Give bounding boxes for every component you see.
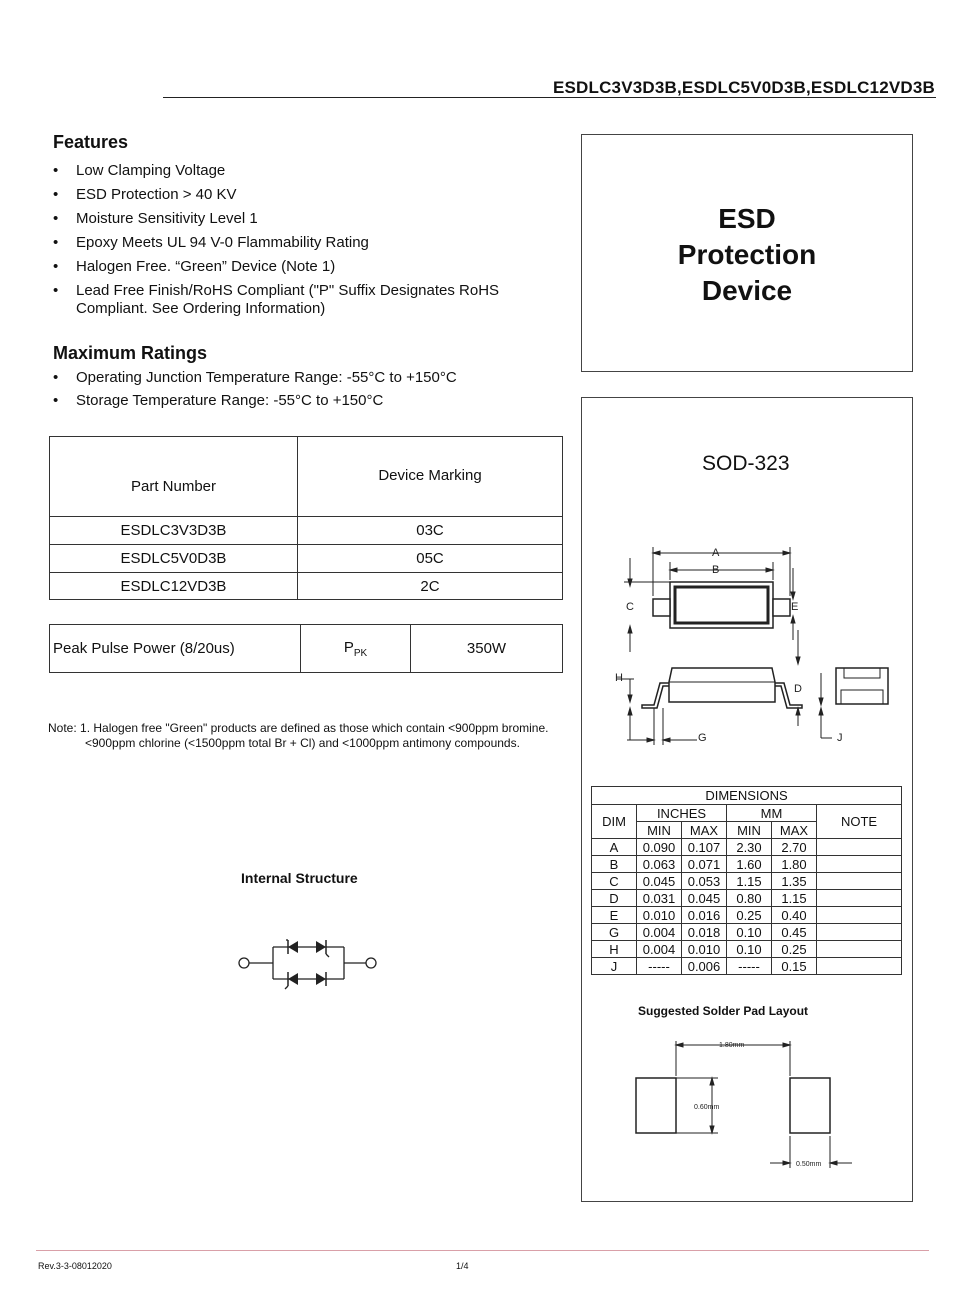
dim-value-cell: 0.15	[772, 958, 817, 975]
dimensions-title: DIMENSIONS	[592, 787, 902, 805]
rating-item: • Operating Junction Temperature Range: -55°C to +150°C	[53, 369, 553, 387]
col-dim: DIM	[592, 805, 637, 839]
dim-value-cell: 0.10	[727, 924, 772, 941]
feature-item: • Moisture Sensitivity Level 1	[53, 210, 543, 228]
features-list	[53, 162, 543, 324]
col-mm: MM	[727, 805, 817, 822]
dim-value-cell: -----	[727, 958, 772, 975]
dim-cell: E	[592, 907, 637, 924]
footer-divider	[36, 1250, 929, 1251]
rating-item: • Storage Temperature Range: -55°C to +150°C	[53, 392, 553, 410]
tvs-diode-icon	[316, 972, 326, 986]
dim-cell: D	[592, 890, 637, 907]
dim-value-cell: 1.80	[772, 856, 817, 873]
header-device-marking: Device Marking	[298, 437, 563, 517]
dim-value-cell: 0.031	[637, 890, 682, 907]
footer-page-number: 1/4	[456, 1261, 469, 1271]
dim-value-cell: 0.45	[772, 924, 817, 941]
solder-pad-title: Suggested Solder Pad Layout	[638, 1004, 809, 1018]
dim-label-e: E	[791, 601, 799, 613]
header-part-number: Part Number	[50, 437, 298, 517]
dim-value-cell: 0.25	[772, 941, 817, 958]
dim-label-c: C	[626, 601, 634, 613]
col-inches-min: MIN	[637, 822, 682, 839]
part-marking-table	[49, 436, 563, 600]
max-ratings-list	[53, 369, 553, 416]
max-ratings-heading: Maximum Ratings	[53, 343, 208, 363]
dim-value-cell: 2.70	[772, 839, 817, 856]
marking-cell: 05C	[298, 545, 563, 573]
table-row	[592, 941, 902, 958]
table-row	[50, 625, 563, 673]
dim-value-cell: 0.018	[682, 924, 727, 941]
power-symbol-cell	[301, 625, 411, 673]
dim-value-cell: 0.045	[682, 890, 727, 907]
dim-value-cell: 0.006	[682, 958, 727, 975]
table-row	[592, 839, 902, 856]
package-name: SOD-323	[702, 452, 790, 475]
table-row	[50, 545, 563, 573]
dim-note-cell	[817, 873, 902, 890]
dim-value-cell: 0.071	[682, 856, 727, 873]
dimensions-table	[591, 786, 902, 975]
dim-label-g: G	[698, 732, 707, 744]
dim-label-a: A	[712, 547, 720, 559]
dim-value-cell: 0.053	[682, 873, 727, 890]
col-inches: INCHES	[637, 805, 727, 822]
dim-cell: G	[592, 924, 637, 941]
dim-cell: B	[592, 856, 637, 873]
dim-value-cell: 0.25	[727, 907, 772, 924]
dim-cell: C	[592, 873, 637, 890]
pad-dim-width-small: 0.50mm	[796, 1161, 822, 1168]
feature-item: • Lead Free Finish/RoHS Compliant ("P" Suffix Designates RoHS Compliant. See Ordering Information)	[53, 282, 543, 318]
dim-value-cell: 0.004	[637, 941, 682, 958]
dim-value-cell: 0.045	[637, 873, 682, 890]
marking-cell: 03C	[298, 517, 563, 545]
dim-label-d: D	[794, 683, 802, 695]
solder-pad-left	[636, 1078, 676, 1133]
terminal-right	[366, 958, 376, 968]
dim-value-cell: 1.15	[727, 873, 772, 890]
dim-value-cell: -----	[637, 958, 682, 975]
part-number-cell: ESDLC3V3D3B	[50, 517, 298, 545]
dim-value-cell: 0.004	[637, 924, 682, 941]
esd-title-line-1: ESD	[718, 203, 776, 234]
dim-value-cell: 0.010	[682, 941, 727, 958]
part-number-cell: ESDLC5V0D3B	[50, 545, 298, 573]
esd-title	[582, 201, 912, 309]
internal-structure-schematic	[236, 935, 381, 990]
note-line-2: <900ppm chlorine (<1500ppm total Br + Cl) and <1000ppm antimony compounds.	[85, 736, 520, 750]
dim-value-cell: 0.107	[682, 839, 727, 856]
dim-value-cell: 0.010	[637, 907, 682, 924]
power-symbol: P	[343, 638, 354, 656]
dim-value-cell: 0.016	[682, 907, 727, 924]
col-mm-max: MAX	[772, 822, 817, 839]
table-row	[592, 924, 902, 941]
dim-note-cell	[817, 890, 902, 907]
dim-value-cell: 0.40	[772, 907, 817, 924]
dimensions-body	[592, 839, 902, 975]
features-heading: Features	[53, 132, 129, 152]
feature-item: • Low Clamping Voltage	[53, 162, 543, 180]
esd-title-box	[581, 134, 913, 372]
dim-cell: H	[592, 941, 637, 958]
table-row	[50, 573, 563, 600]
feature-item: • Epoxy Meets UL 94 V-0 Flammability Rating	[53, 234, 543, 252]
esd-title-line-2: Protection	[677, 239, 817, 270]
dim-label-j: J	[837, 732, 843, 744]
footer-revision: Rev.3-3-08012020	[38, 1261, 112, 1271]
dim-value-cell: 1.60	[727, 856, 772, 873]
dim-note-cell	[817, 924, 902, 941]
document-header-part-numbers: ESDLC3V3D3B,ESDLC5V0D3B,ESDLC12VD3B	[552, 78, 935, 97]
header-divider	[163, 97, 936, 98]
dim-cell: A	[592, 839, 637, 856]
pad-dim-height: 0.60mm	[694, 1104, 720, 1111]
dim-value-cell: 0.063	[637, 856, 682, 873]
table-row	[592, 873, 902, 890]
dim-note-cell	[817, 907, 902, 924]
dim-value-cell: 2.30	[727, 839, 772, 856]
dim-note-cell	[817, 958, 902, 975]
tvs-diode-icon	[285, 972, 298, 989]
dim-note-cell	[817, 839, 902, 856]
dim-value-cell: 1.35	[772, 873, 817, 890]
dim-value-cell: 1.15	[772, 890, 817, 907]
table-header-row	[50, 437, 563, 517]
pad-dim-width: 1.80mm	[719, 1042, 745, 1049]
part-number-cell: ESDLC12VD3B	[50, 573, 298, 600]
marking-cell: 2C	[298, 573, 563, 600]
dim-label-h: H	[615, 672, 623, 684]
dim-note-cell	[817, 856, 902, 873]
dim-value-cell: 0.090	[637, 839, 682, 856]
dim-cell: J	[592, 958, 637, 975]
tvs-diode-icon	[286, 940, 298, 954]
table-row	[592, 907, 902, 924]
power-label-cell: Peak Pulse Power (8/20us)	[50, 625, 301, 673]
peak-pulse-power-table	[49, 624, 563, 673]
feature-item: • Halogen Free. “Green” Device (Note 1)	[53, 258, 543, 276]
power-symbol-subscript: PK	[353, 647, 368, 659]
dimensions-title-row	[592, 787, 902, 805]
dim-value-cell: 0.10	[727, 941, 772, 958]
package-outline-drawing	[612, 540, 902, 750]
col-mm-min: MIN	[727, 822, 772, 839]
feature-item: • ESD Protection > 40 KV	[53, 186, 543, 204]
tvs-diode-icon	[316, 940, 329, 957]
solder-pad-right	[790, 1078, 830, 1133]
note-line-1: Note: 1. Halogen free "Green" products are defined as those which contain <900ppm bromine.	[48, 721, 549, 735]
esd-title-line-3: Device	[701, 275, 793, 306]
dim-note-cell	[817, 941, 902, 958]
internal-structure-title: Internal Structure	[241, 870, 358, 886]
table-row	[592, 890, 902, 907]
dimensions-group-header-row	[592, 805, 902, 822]
table-row	[50, 517, 563, 545]
terminal-left	[239, 958, 249, 968]
col-inches-max: MAX	[682, 822, 727, 839]
col-note: NOTE	[817, 805, 902, 839]
solder-pad-drawing	[630, 1036, 860, 1176]
table-row	[592, 856, 902, 873]
table-row	[592, 958, 902, 975]
dim-label-b: B	[712, 564, 720, 576]
power-value-cell: 350W	[411, 625, 563, 673]
dim-value-cell: 0.80	[727, 890, 772, 907]
